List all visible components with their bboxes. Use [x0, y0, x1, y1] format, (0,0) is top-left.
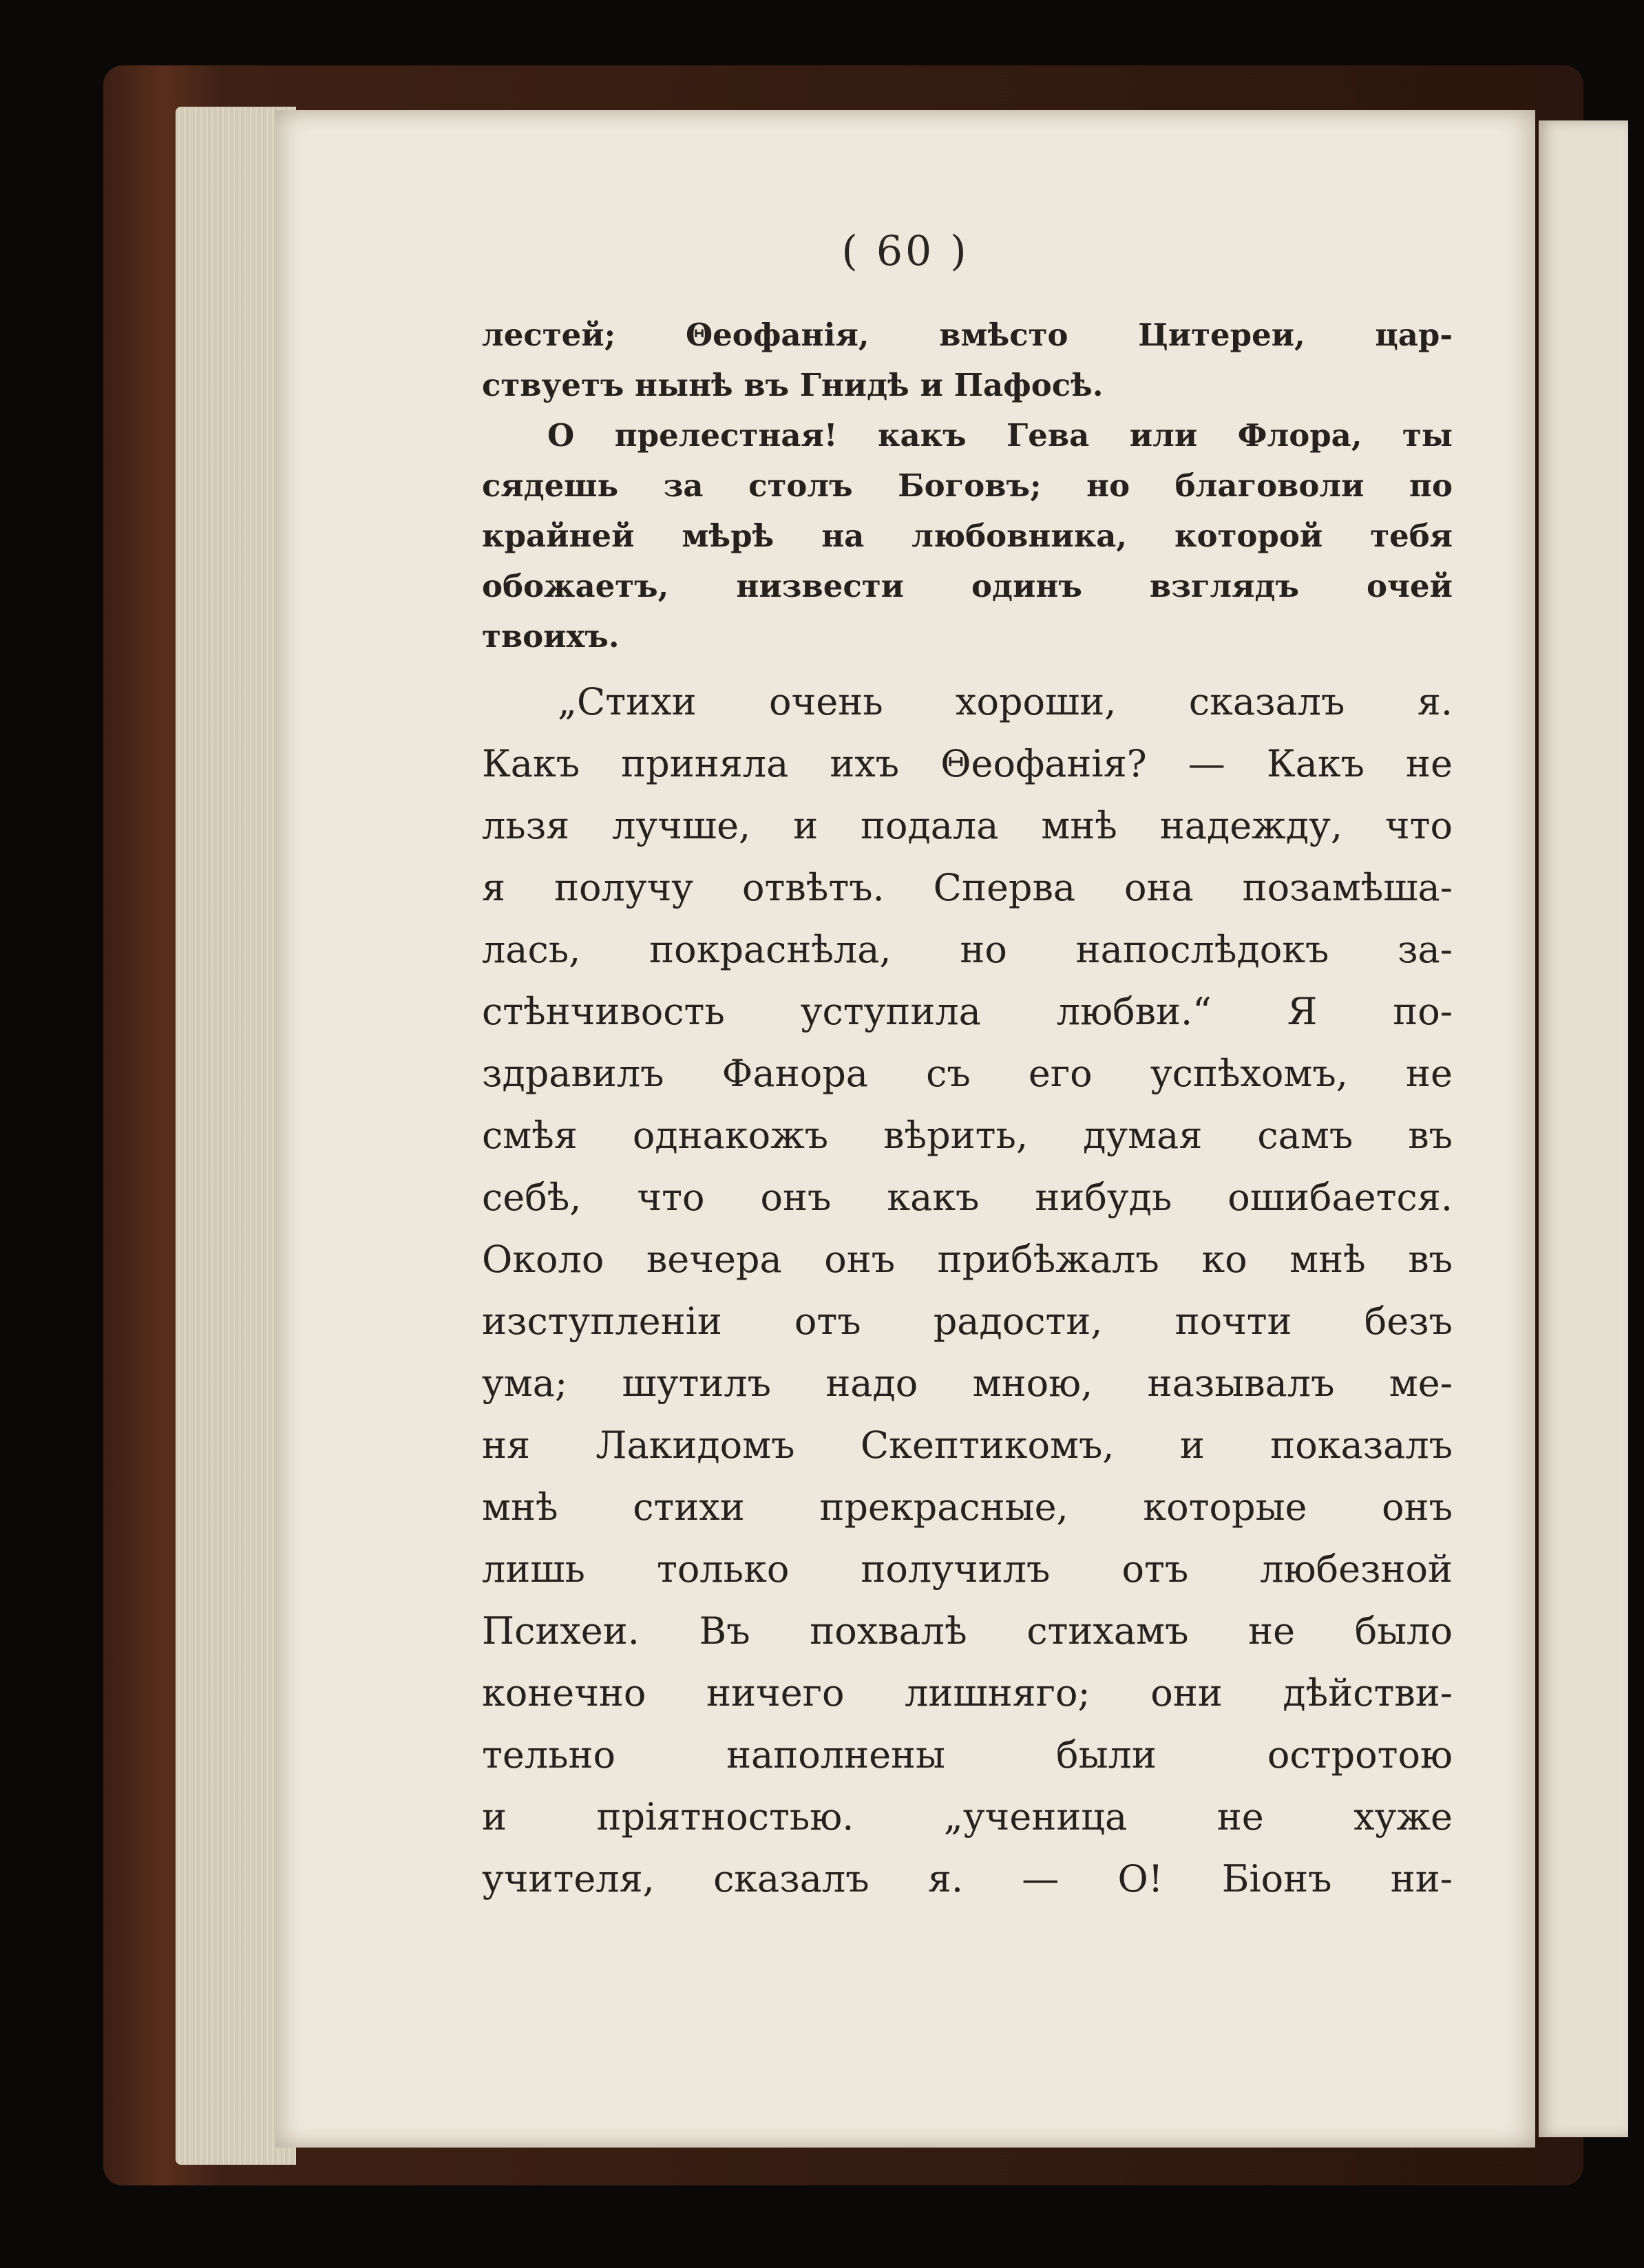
text-line: себѣ, что онъ какъ нибудь ошибается. [482, 1176, 1453, 1219]
facing-page-edge [1539, 120, 1628, 2137]
text-line: лась, покраснѣла, но напослѣдокъ за- [482, 928, 1453, 971]
text-line: Психеи. Въ похвалѣ стихамъ не было [482, 1609, 1453, 1653]
text-line: ума; шутилъ надо мною, называлъ ме- [482, 1361, 1453, 1405]
text-line: лестей; Θеофанія, вмѣсто Цитереи, цар- [482, 317, 1453, 353]
text-line: О прелестная! какъ Гева или Флора, ты [547, 417, 1453, 454]
text-line: учителя, сказалъ я. — О! Біонъ ни- [482, 1857, 1453, 1900]
book-page [275, 110, 1535, 2148]
text-line: тельно наполнены были остротою [482, 1733, 1453, 1777]
page-number: ( 60 ) [841, 227, 969, 275]
text-line: Какъ приняла ихъ Θеофанія? — Какъ не [482, 742, 1453, 785]
text-line: обожаетъ, низвести одинъ взглядъ очей [482, 568, 1453, 604]
text-line: лишь только получилъ отъ любезной [482, 1547, 1453, 1591]
text-line: твоихъ. [482, 618, 620, 655]
text-line: и пріятностью. „ученица не хуже [482, 1795, 1453, 1838]
text-line: „Стихи очень хороши, сказалъ я. [558, 680, 1453, 723]
text-line: стѣнчивость уступила любви.“ Я по- [482, 990, 1453, 1033]
text-line: я получу отвѣтъ. Сперва она позамѣша- [482, 866, 1453, 909]
text-line: крайней мѣрѣ на любовника, которой тебя [482, 518, 1453, 554]
text-line: конечно ничего лишняго; они дѣйстви- [482, 1671, 1453, 1715]
text-line: смѣя однакожъ вѣрить, думая самъ въ [482, 1114, 1453, 1157]
page-text [482, 310, 1453, 1910]
text-line: здравилъ Фанора съ его успѣхомъ, не [482, 1052, 1453, 1095]
text-line: льзя лучше, и подала мнѣ надежду, что [482, 804, 1453, 847]
text-line: ня Лакидомъ Скептикомъ, и показалъ [482, 1423, 1453, 1467]
text-line: изступленіи отъ радости, почти безъ [482, 1300, 1453, 1343]
text-line: Около вечера онъ прибѣжалъ ко мнѣ въ [482, 1238, 1453, 1281]
text-line: сядешь за столъ Боговъ; но благоволи по [482, 467, 1453, 504]
text-line: ствуетъ нынѣ въ Гнидѣ и Пафосѣ. [482, 367, 1104, 403]
text-line: мнѣ стихи прекрасные, которые онъ [482, 1485, 1453, 1529]
